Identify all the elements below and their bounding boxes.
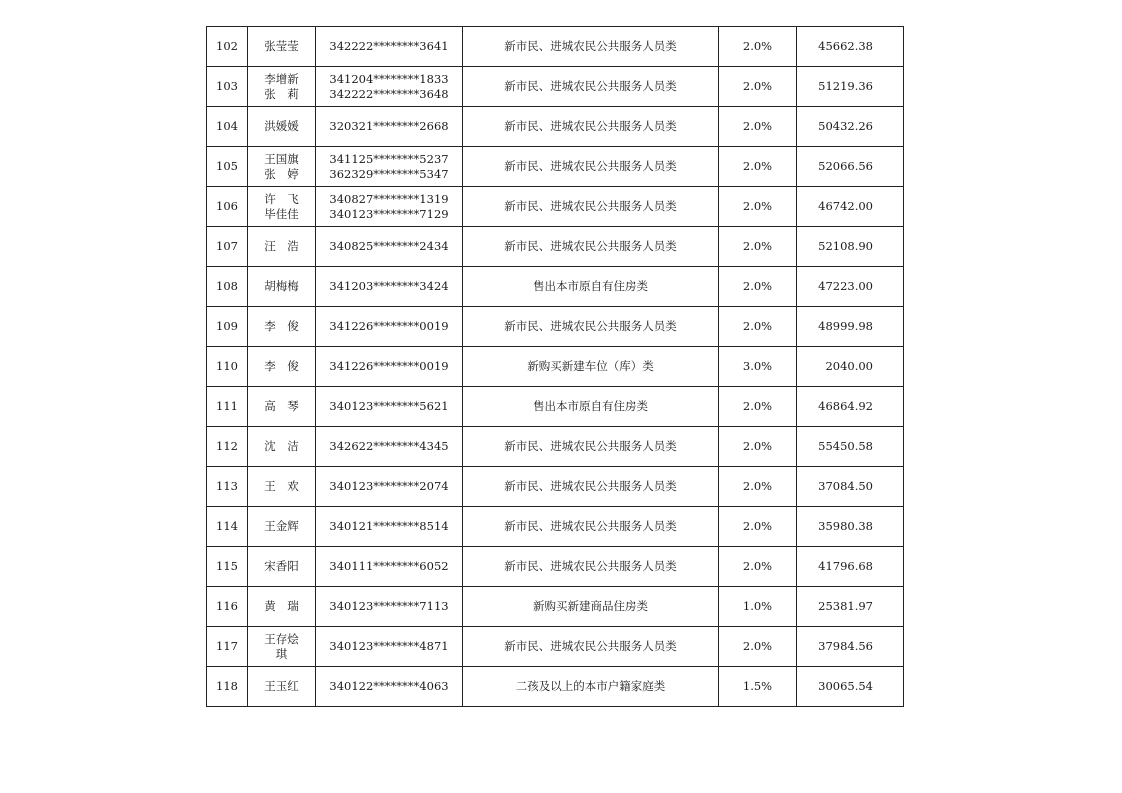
- row-number-cell: 115: [207, 547, 248, 587]
- id-number: 362329********5347: [329, 166, 449, 181]
- person-name: 王金辉: [264, 519, 299, 533]
- id-number-cell: [316, 267, 463, 307]
- id-number: 340123********5621: [329, 399, 449, 413]
- person-name: 宋香阳: [264, 559, 299, 573]
- person-name: 张 婷: [264, 166, 299, 181]
- amount-cell: 46864.92: [797, 387, 904, 427]
- rate-cell: 2.0%: [719, 307, 797, 347]
- name-cell: [248, 27, 316, 67]
- row-number-cell: 104: [207, 107, 248, 147]
- name-cell: [248, 627, 316, 667]
- table-row: [207, 187, 904, 227]
- table-row: [207, 227, 904, 267]
- person-name: 王存烩: [264, 631, 299, 646]
- rate-cell: 2.0%: [719, 387, 797, 427]
- category-cell: 新购买新建商品住房类: [463, 587, 719, 627]
- id-number: 340827********1319: [329, 191, 449, 206]
- table-row: [207, 67, 904, 107]
- person-name: 胡梅梅: [264, 279, 299, 293]
- rate-cell: 2.0%: [719, 507, 797, 547]
- person-name: 王玉红: [264, 679, 299, 693]
- id-number-cell: [316, 227, 463, 267]
- name-cell: [248, 307, 316, 347]
- id-number-cell: [316, 107, 463, 147]
- rate-cell: 2.0%: [719, 187, 797, 227]
- id-number: 342222********3648: [329, 86, 449, 101]
- name-cell: [248, 667, 316, 707]
- category-cell: 售出本市原自有住房类: [463, 267, 719, 307]
- rate-cell: 2.0%: [719, 267, 797, 307]
- rate-cell: 2.0%: [719, 27, 797, 67]
- id-number: 340122********4063: [329, 679, 449, 693]
- category-cell: 新市民、进城农民公共服务人员类: [463, 467, 719, 507]
- id-number: 342222********3641: [329, 39, 449, 53]
- table-row: [207, 667, 904, 707]
- id-number: 340121********8514: [329, 519, 449, 533]
- category-cell: 新市民、进城农民公共服务人员类: [463, 147, 719, 187]
- person-name: 张 莉: [264, 86, 299, 101]
- rate-cell: 2.0%: [719, 67, 797, 107]
- row-number-cell: 108: [207, 267, 248, 307]
- id-number-cell: [316, 547, 463, 587]
- row-number-cell: 106: [207, 187, 248, 227]
- name-cell: [248, 227, 316, 267]
- id-number-cell: [316, 467, 463, 507]
- row-number-cell: 113: [207, 467, 248, 507]
- amount-cell: 46742.00: [797, 187, 904, 227]
- id-number: 341203********3424: [329, 279, 449, 293]
- category-cell: 新购买新建车位（库）类: [463, 347, 719, 387]
- person-name: 李增新: [264, 71, 299, 86]
- person-name: 毕佳佳: [264, 206, 299, 221]
- table-row: [207, 507, 904, 547]
- amount-cell: 50432.26: [797, 107, 904, 147]
- name-cell: [248, 547, 316, 587]
- id-number-cell: [316, 187, 463, 227]
- amount-cell: 55450.58: [797, 427, 904, 467]
- person-name: 汪 浩: [264, 239, 299, 253]
- id-number-cell: [316, 387, 463, 427]
- table-row: [207, 427, 904, 467]
- row-number-cell: 114: [207, 507, 248, 547]
- amount-cell: 35980.38: [797, 507, 904, 547]
- person-name: 李 俊: [264, 359, 299, 373]
- row-number-cell: 112: [207, 427, 248, 467]
- rate-cell: 2.0%: [719, 107, 797, 147]
- person-name: 李 俊: [264, 319, 299, 333]
- rate-cell: 2.0%: [719, 627, 797, 667]
- rate-cell: 2.0%: [719, 467, 797, 507]
- id-number-cell: [316, 67, 463, 107]
- name-cell: [248, 67, 316, 107]
- id-number: 340111********6052: [329, 559, 449, 573]
- rate-cell: 2.0%: [719, 147, 797, 187]
- amount-cell: 41796.68: [797, 547, 904, 587]
- id-number-cell: [316, 147, 463, 187]
- name-cell: [248, 187, 316, 227]
- row-number-cell: 111: [207, 387, 248, 427]
- name-cell: [248, 147, 316, 187]
- amount-cell: 30065.54: [797, 667, 904, 707]
- id-number: 341204********1833: [329, 71, 449, 86]
- table-row: [207, 467, 904, 507]
- category-cell: 售出本市原自有住房类: [463, 387, 719, 427]
- person-name: 王 欢: [264, 479, 299, 493]
- amount-cell: 37984.56: [797, 627, 904, 667]
- category-cell: 二孩及以上的本市户籍家庭类: [463, 667, 719, 707]
- id-number-cell: [316, 627, 463, 667]
- table-row: [207, 547, 904, 587]
- person-name: 王国旗: [264, 151, 299, 166]
- name-cell: [248, 587, 316, 627]
- amount-cell: 37084.50: [797, 467, 904, 507]
- person-name: 黄 瑞: [264, 599, 299, 613]
- person-name: 洪媛媛: [264, 119, 299, 133]
- category-cell: 新市民、进城农民公共服务人员类: [463, 507, 719, 547]
- rate-cell: 2.0%: [719, 227, 797, 267]
- id-number: 341226********0019: [329, 319, 449, 333]
- name-cell: [248, 267, 316, 307]
- row-number-cell: 116: [207, 587, 248, 627]
- name-cell: [248, 467, 316, 507]
- amount-cell: 48999.98: [797, 307, 904, 347]
- table-row: [207, 627, 904, 667]
- rate-cell: 2.0%: [719, 427, 797, 467]
- id-number: 341125********5237: [329, 151, 449, 166]
- id-number-cell: [316, 27, 463, 67]
- table-row: [207, 307, 904, 347]
- category-cell: 新市民、进城农民公共服务人员类: [463, 107, 719, 147]
- category-cell: 新市民、进城农民公共服务人员类: [463, 427, 719, 467]
- id-number: 340825********2434: [329, 239, 449, 253]
- table-row: [207, 147, 904, 187]
- id-number: 341226********0019: [329, 359, 449, 373]
- id-number: 340123********7129: [329, 206, 449, 221]
- category-cell: 新市民、进城农民公共服务人员类: [463, 547, 719, 587]
- id-number-cell: [316, 307, 463, 347]
- amount-cell: 47223.00: [797, 267, 904, 307]
- table-row: [207, 267, 904, 307]
- person-name: 许 飞: [264, 191, 299, 206]
- id-number-cell: [316, 667, 463, 707]
- row-number-cell: 117: [207, 627, 248, 667]
- category-cell: 新市民、进城农民公共服务人员类: [463, 307, 719, 347]
- person-name: 沈 洁: [264, 439, 299, 453]
- category-cell: 新市民、进城农民公共服务人员类: [463, 187, 719, 227]
- amount-cell: 52066.56: [797, 147, 904, 187]
- name-cell: [248, 387, 316, 427]
- amount-cell: 52108.90: [797, 227, 904, 267]
- id-number: 320321********2668: [329, 119, 449, 133]
- category-cell: 新市民、进城农民公共服务人员类: [463, 27, 719, 67]
- category-cell: 新市民、进城农民公共服务人员类: [463, 627, 719, 667]
- table-body: [207, 27, 904, 707]
- amount-cell: 51219.36: [797, 67, 904, 107]
- id-number-cell: [316, 587, 463, 627]
- id-number-cell: [316, 507, 463, 547]
- rate-cell: 3.0%: [719, 347, 797, 387]
- table-row: [207, 107, 904, 147]
- category-cell: 新市民、进城农民公共服务人员类: [463, 227, 719, 267]
- amount-cell: 25381.97: [797, 587, 904, 627]
- amount-cell: 2040.00: [797, 347, 904, 387]
- amount-cell: 45662.38: [797, 27, 904, 67]
- rate-cell: 1.5%: [719, 667, 797, 707]
- id-number-cell: [316, 427, 463, 467]
- id-number: 342622********4345: [329, 439, 449, 453]
- table-row: [207, 27, 904, 67]
- name-cell: [248, 507, 316, 547]
- row-number-cell: 110: [207, 347, 248, 387]
- table-row: [207, 387, 904, 427]
- person-name: 高 琴: [264, 399, 299, 413]
- row-number-cell: 118: [207, 667, 248, 707]
- table-row: [207, 587, 904, 627]
- row-number-cell: 109: [207, 307, 248, 347]
- id-number: 340123********4871: [329, 639, 449, 653]
- row-number-cell: 105: [207, 147, 248, 187]
- table-row: [207, 347, 904, 387]
- id-number: 340123********7113: [329, 599, 449, 613]
- rate-cell: 2.0%: [719, 547, 797, 587]
- id-number-cell: [316, 347, 463, 387]
- name-cell: [248, 347, 316, 387]
- person-name: 琪: [275, 646, 288, 661]
- row-number-cell: 103: [207, 67, 248, 107]
- rate-cell: 1.0%: [719, 587, 797, 627]
- row-number-cell: 107: [207, 227, 248, 267]
- row-number-cell: 102: [207, 27, 248, 67]
- name-cell: [248, 107, 316, 147]
- person-name: 张莹莹: [264, 39, 299, 53]
- subsidy-list-table: [206, 26, 904, 707]
- name-cell: [248, 427, 316, 467]
- id-number: 340123********2074: [329, 479, 449, 493]
- category-cell: 新市民、进城农民公共服务人员类: [463, 67, 719, 107]
